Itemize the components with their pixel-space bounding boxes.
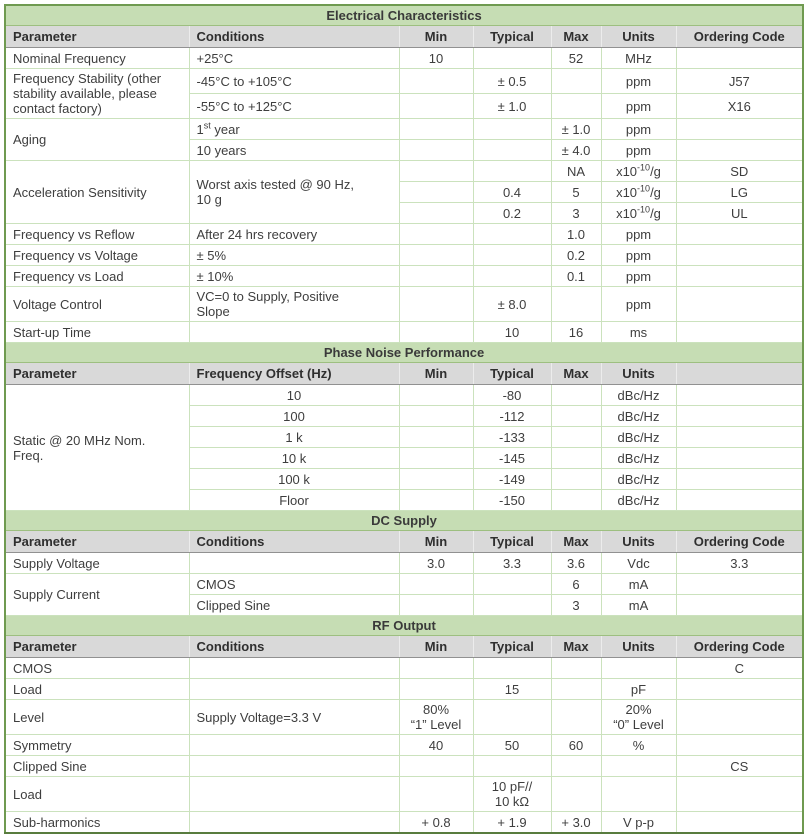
cell: J57 [676,69,803,94]
cell: Frequency vs Voltage [5,245,189,266]
column-header-units: Units [601,531,676,553]
cell [676,224,803,245]
cell: 10 years [189,140,399,161]
cell [399,756,473,777]
cell: X16 [676,94,803,119]
cell [676,406,803,427]
cell: ± 8.0 [473,287,551,322]
cell: ± 10% [189,266,399,287]
column-header-conditions: Conditions [189,531,399,553]
cell: Clipped Sine [189,595,399,616]
cell: Vdc [601,553,676,574]
cell: ppm [601,94,676,119]
cell: Clipped Sine [5,756,189,777]
cell: dBc/Hz [601,385,676,406]
cell [551,287,601,322]
cell: MHz [601,48,676,69]
column-header-row [5,26,803,48]
cell: Acceleration Sensitivity [5,161,189,224]
column-header-parameter: Parameter [5,636,189,658]
cell [551,490,601,511]
table-row [5,735,803,756]
cell [399,322,473,343]
cell [551,777,601,812]
cell [399,448,473,469]
cell: ppm [601,287,676,322]
cell: CMOS [189,574,399,595]
cell: 3.0 [399,553,473,574]
table-row [5,322,803,343]
cell [473,119,551,140]
cell: Load [5,777,189,812]
cell [676,812,803,834]
cell: Load [5,679,189,700]
cell: 40 [399,735,473,756]
cell: 10 [399,48,473,69]
cell [399,266,473,287]
column-header-ordering-code: Ordering Code [676,636,803,658]
column-header-empty [676,363,803,385]
cell: 20% “0” Level [601,700,676,735]
cell: 3.3 [676,553,803,574]
cell [676,266,803,287]
section-title-dc-supply: DC Supply [5,511,803,531]
cell [399,140,473,161]
cell: ppm [601,69,676,94]
cell: dBc/Hz [601,469,676,490]
cell: -45°C to +105°C [189,69,399,94]
cell: + 1.9 [473,812,551,834]
section-row [5,343,803,363]
cell: 0.2 [551,245,601,266]
cell: 10 [473,322,551,343]
section-title-rf-output: RF Output [5,616,803,636]
cell: % [601,735,676,756]
cell [189,322,399,343]
cell [551,94,601,119]
cell [551,385,601,406]
cell: UL [676,203,803,224]
table-row [5,700,803,735]
cell: 80% “1” Level [399,700,473,735]
cell [676,385,803,406]
cell: 50 [473,735,551,756]
column-header-parameter: Parameter [5,26,189,48]
cell: 1st year [189,119,399,140]
cell: + 0.8 [399,812,473,834]
cell: -149 [473,469,551,490]
section-row [5,616,803,636]
cell: Aging [5,119,189,161]
cell [473,161,551,182]
section-row [5,511,803,531]
cell: VC=0 to Supply, Positive Slope [189,287,399,322]
cell [189,777,399,812]
column-header-row [5,636,803,658]
cell: 10 [189,385,399,406]
section-title-electrical-characteristics: Electrical Characteristics [5,5,803,26]
spec-table-body [5,5,803,833]
table-row [5,224,803,245]
cell: ppm [601,224,676,245]
cell [676,322,803,343]
cell [551,427,601,448]
column-header-typical: Typical [473,531,551,553]
cell: ms [601,322,676,343]
cell [399,203,473,224]
cell: Supply Voltage [5,553,189,574]
cell [676,427,803,448]
cell [399,427,473,448]
column-header-units: Units [601,636,676,658]
cell [399,679,473,700]
table-row [5,266,803,287]
section-title-phase-noise-performance: Phase Noise Performance [5,343,803,363]
table-row [5,245,803,266]
cell: CS [676,756,803,777]
table-row [5,287,803,322]
column-header-typical: Typical [473,636,551,658]
spec-table [4,4,804,834]
column-header-units: Units [601,363,676,385]
cell: 0.1 [551,266,601,287]
cell [676,700,803,735]
cell [473,140,551,161]
cell [551,69,601,94]
column-header-max: Max [551,363,601,385]
cell [601,658,676,679]
cell [399,119,473,140]
cell: -145 [473,448,551,469]
cell: Frequency vs Reflow [5,224,189,245]
cell [399,406,473,427]
cell: $x10^{-10}/g$ [601,182,676,203]
column-header-max: Max [551,636,601,658]
cell [399,574,473,595]
cell [399,224,473,245]
cell: $x10^{-10}/g$ [601,161,676,182]
table-row [5,756,803,777]
cell [551,679,601,700]
cell: 100 k [189,469,399,490]
cell [189,553,399,574]
cell: -150 [473,490,551,511]
column-header-ordering-code: Ordering Code [676,26,803,48]
cell [399,469,473,490]
cell: NA [551,161,601,182]
cell [551,658,601,679]
cell: Start-up Time [5,322,189,343]
column-header-max: Max [551,531,601,553]
cell [473,700,551,735]
table-row [5,385,803,406]
column-header-conditions: Conditions [189,26,399,48]
cell [676,448,803,469]
cell [399,595,473,616]
cell [473,658,551,679]
table-row [5,658,803,679]
cell: 3.6 [551,553,601,574]
cell: Voltage Control [5,287,189,322]
cell [551,469,601,490]
cell: dBc/Hz [601,406,676,427]
cell [473,756,551,777]
cell [399,182,473,203]
column-header-parameter: Parameter [5,531,189,553]
table-row [5,48,803,69]
cell: Floor [189,490,399,511]
cell: Supply Current [5,574,189,616]
cell: ppm [601,140,676,161]
cell: Nominal Frequency [5,48,189,69]
cell: dBc/Hz [601,427,676,448]
cell [399,94,473,119]
cell [473,224,551,245]
cell: dBc/Hz [601,448,676,469]
table-row [5,553,803,574]
cell: -80 [473,385,551,406]
column-header-units: Units [601,26,676,48]
cell [399,69,473,94]
cell: V p-p [601,812,676,834]
column-header-typical: Typical [473,26,551,48]
cell: mA [601,574,676,595]
table-row [5,679,803,700]
column-header-min: Min [399,26,473,48]
cell [399,777,473,812]
cell [399,287,473,322]
cell: ± 1.0 [551,119,601,140]
table-row [5,161,803,182]
cell: 0.4 [473,182,551,203]
cell: CMOS [5,658,189,679]
cell [676,735,803,756]
cell: 10 k [189,448,399,469]
cell [189,812,399,834]
cell [676,490,803,511]
cell [676,119,803,140]
cell: Symmetry [5,735,189,756]
cell [473,245,551,266]
cell [551,406,601,427]
cell [399,385,473,406]
cell [189,756,399,777]
column-header-frequency-offset-hz: Frequency Offset (Hz) [189,363,399,385]
cell: ppm [601,119,676,140]
cell: 10 pF// 10 kΩ [473,777,551,812]
section-row [5,5,803,26]
cell: 3 [551,203,601,224]
cell [551,700,601,735]
cell: Frequency Stability (other stability available, please contact factory) [5,69,189,119]
column-header-conditions: Conditions [189,636,399,658]
cell: 0.2 [473,203,551,224]
cell: 16 [551,322,601,343]
cell: pF [601,679,676,700]
cell: -112 [473,406,551,427]
cell: ± 1.0 [473,94,551,119]
cell [399,245,473,266]
cell: Worst axis tested @ 90 Hz, 10 g [189,161,399,224]
cell: 5 [551,182,601,203]
cell: dBc/Hz [601,490,676,511]
cell: $x10^{-10}/g$ [601,203,676,224]
cell [473,266,551,287]
cell: Supply Voltage=3.3 V [189,700,399,735]
cell: C [676,658,803,679]
table-row [5,777,803,812]
column-header-parameter: Parameter [5,363,189,385]
cell [676,48,803,69]
cell: LG [676,182,803,203]
column-header-min: Min [399,363,473,385]
cell [601,756,676,777]
cell [189,679,399,700]
table-row [5,69,803,94]
cell: 1 k [189,427,399,448]
cell [551,756,601,777]
cell [551,448,601,469]
cell: ± 0.5 [473,69,551,94]
cell: 15 [473,679,551,700]
cell: SD [676,161,803,182]
cell [601,777,676,812]
cell [473,595,551,616]
cell [189,658,399,679]
table-row [5,574,803,595]
cell: Static @ 20 MHz Nom. Freq. [5,385,189,511]
column-header-max: Max [551,26,601,48]
cell [676,245,803,266]
cell: mA [601,595,676,616]
cell [399,490,473,511]
cell: 52 [551,48,601,69]
cell: 6 [551,574,601,595]
cell: -55°C to +125°C [189,94,399,119]
cell: Sub-harmonics [5,812,189,834]
cell: ± 4.0 [551,140,601,161]
column-header-min: Min [399,636,473,658]
cell [676,140,803,161]
cell [473,574,551,595]
cell: +25°C [189,48,399,69]
column-header-row [5,531,803,553]
cell [676,777,803,812]
column-header-row [5,363,803,385]
cell [676,574,803,595]
cell: Level [5,700,189,735]
cell: 3 [551,595,601,616]
cell: 100 [189,406,399,427]
cell [189,735,399,756]
cell: 60 [551,735,601,756]
cell: ppm [601,245,676,266]
cell: Frequency vs Load [5,266,189,287]
cell [676,287,803,322]
cell: + 3.0 [551,812,601,834]
table-row [5,812,803,834]
column-header-ordering-code: Ordering Code [676,531,803,553]
cell [676,595,803,616]
cell: ± 5% [189,245,399,266]
cell [676,679,803,700]
column-header-typical: Typical [473,363,551,385]
cell [399,658,473,679]
cell [399,161,473,182]
cell [676,469,803,490]
cell: After 24 hrs recovery [189,224,399,245]
cell: 1.0 [551,224,601,245]
table-row [5,119,803,140]
cell: -133 [473,427,551,448]
cell: 3.3 [473,553,551,574]
cell: ppm [601,266,676,287]
cell [473,48,551,69]
column-header-min: Min [399,531,473,553]
